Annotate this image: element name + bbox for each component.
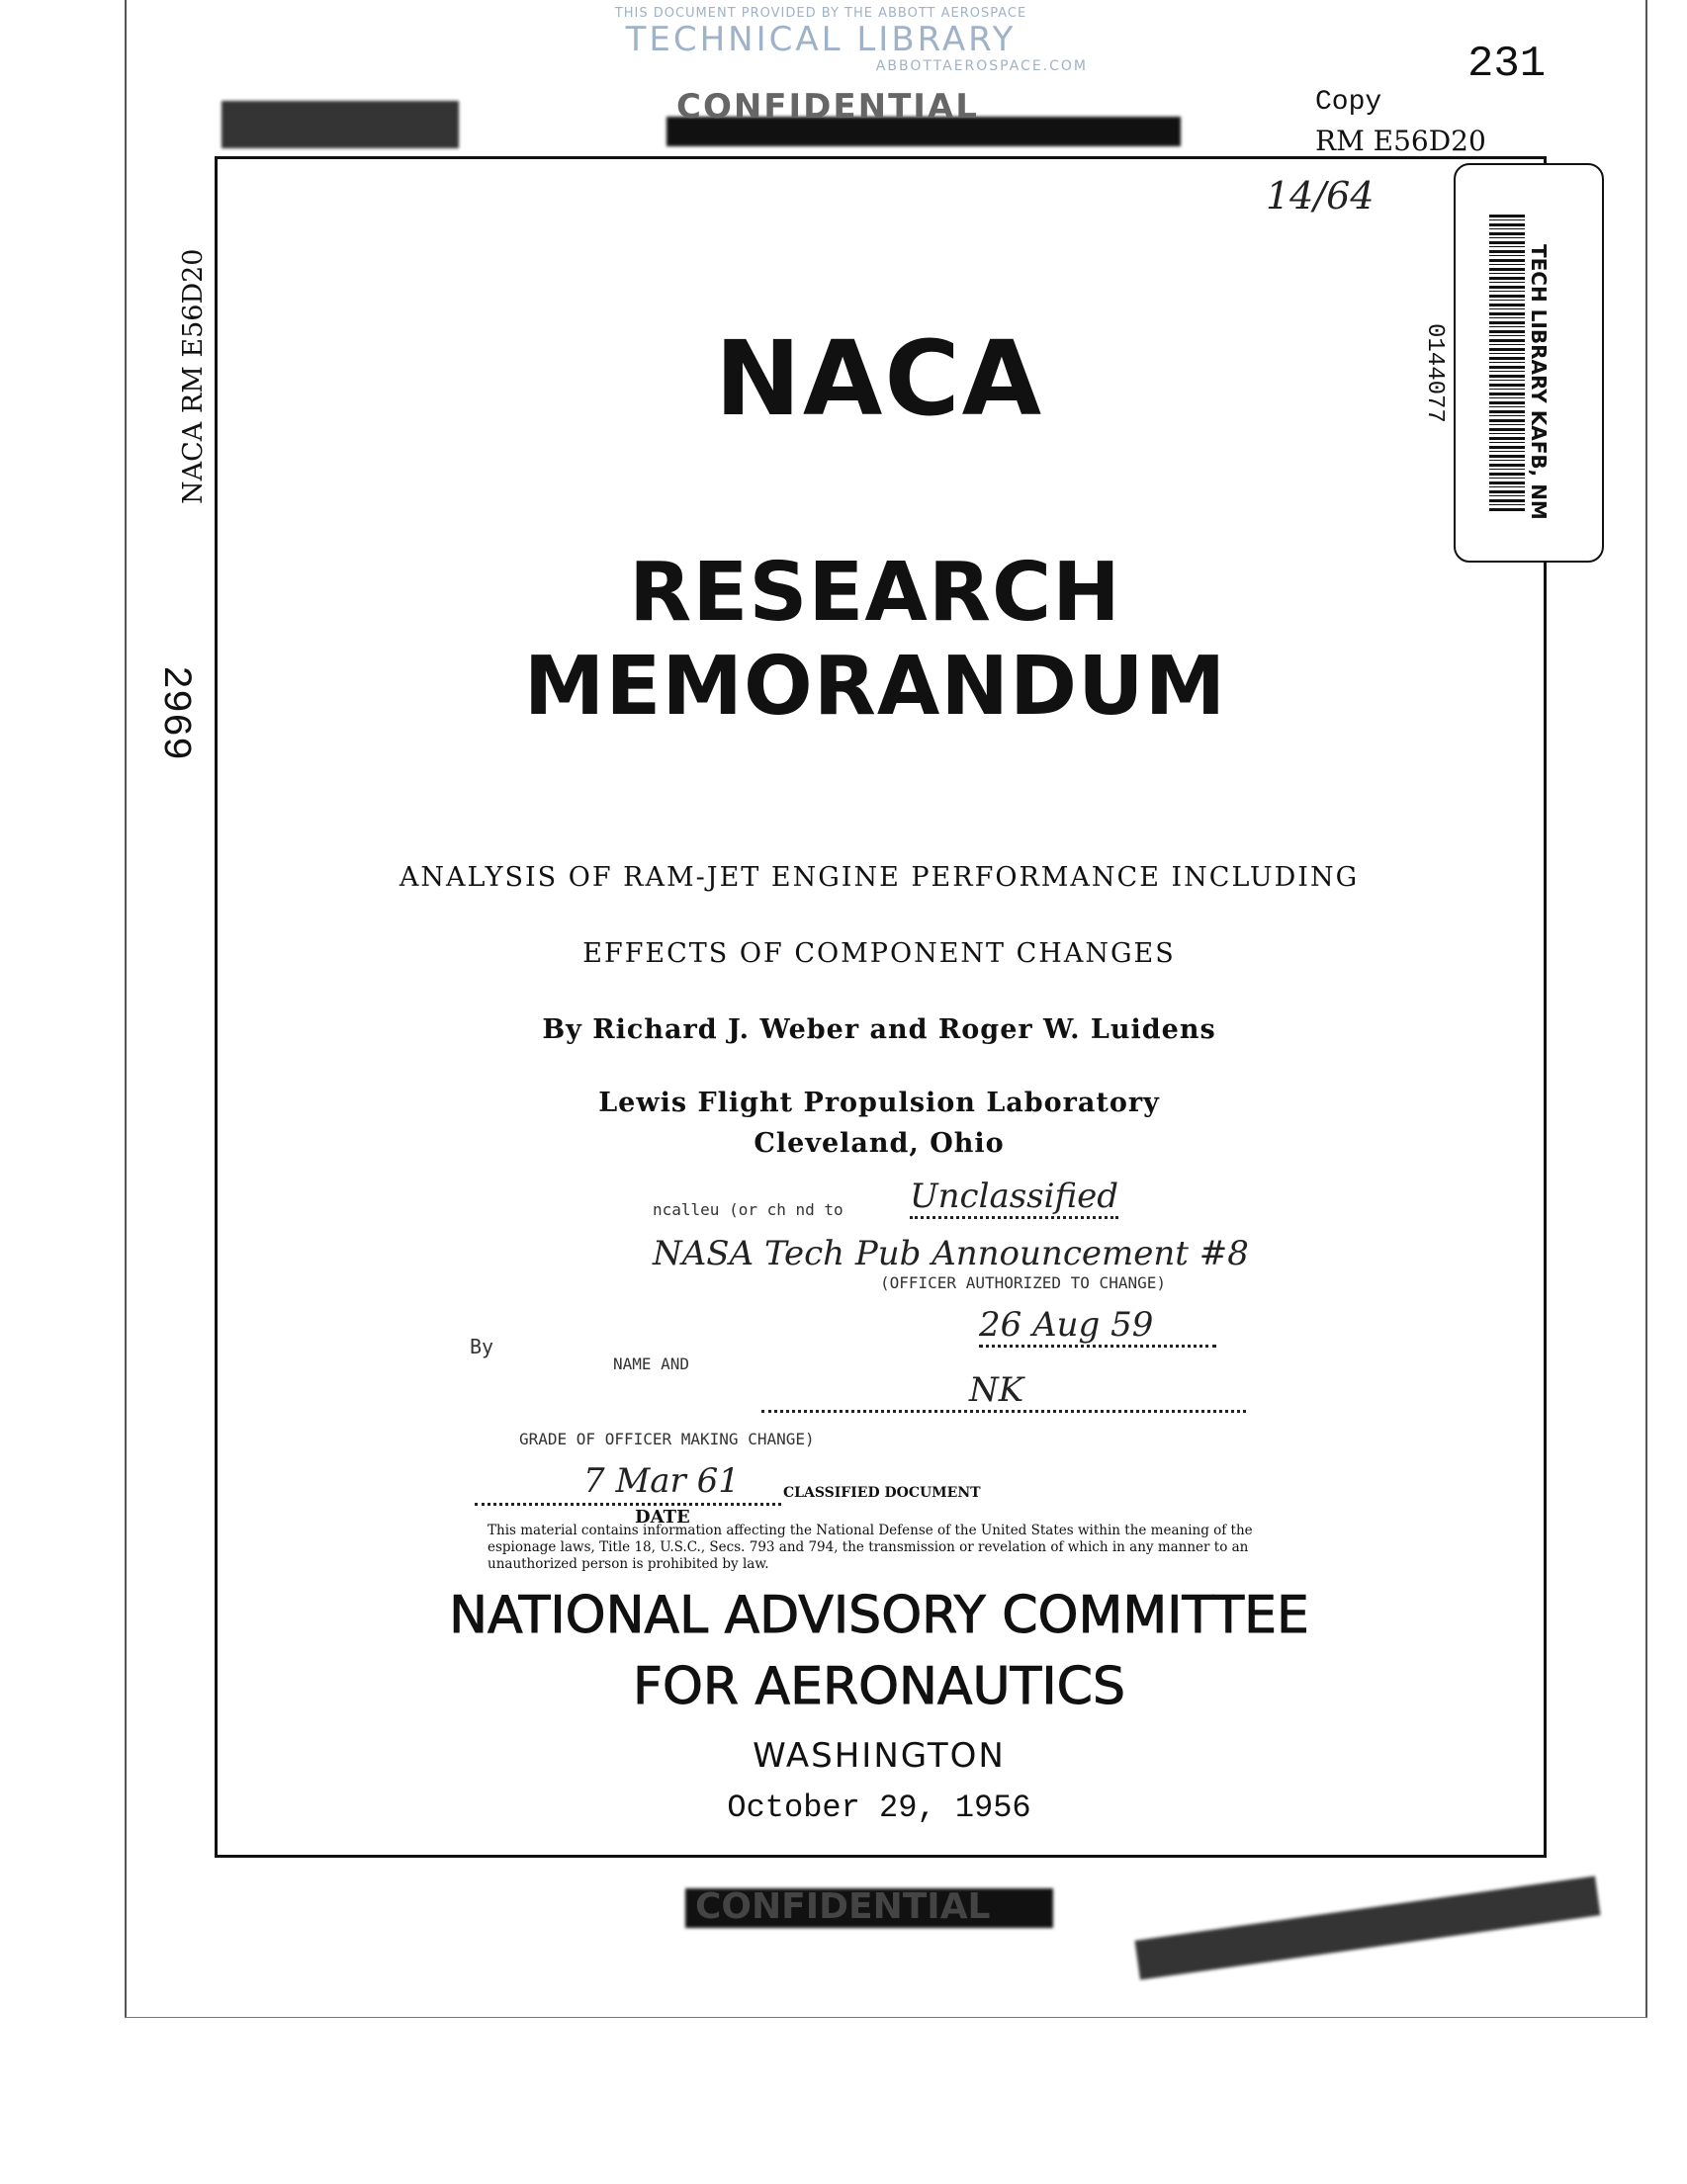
report-number: RM E56D20: [1315, 125, 1486, 157]
watermark-line3: ABBOTTAEROSPACE.COM: [875, 58, 1088, 74]
document-page: THIS DOCUMENT PROVIDED BY THE ABBOTT AEROSPACE TECHNICAL LIBRARY ABBOTTAEROSPACE.COM CONFIDENTIAL 231 Copy RM E56D20 14/64 0144077 TECH LIBRARY KAFB, NM NACA RM E56D20 2969 NACA RESEARCH MEMORANDUM ANALYSIS OF RAM-JET ENGINE PERFORMANCE INCLUDING EFFECTS OF COMPONENT CHANGES By Richard J. Weber and Roger W. Luidens Lewis Flight Propulsion Laboratory Cleveland, Ohio ncalleu (or ch nd to Unclassified NASA Tech Pub Announcement #8 (OFFICER AUTHORIZED TO CHANGE) By NAME AND 26 Aug 59 NK GRADE OF OFFICER MAKING CHANGE) 7 Mar 61 CLASSIFIED DOCUMENT DATE This material contains information affecting the National Defense of the United States within the meaning of the espionage laws, Title 18, U.S.C., Secs. 793 and 794, the transmission or revelation of which in any manner to an unauthorized person is prohibited by law. NATIONAL ADVISORY COMMITTEE FOR AERONAUTICS WASHINGTON October 29, 1956 CONFIDENTIAL: [0, 0, 1687, 2184]
bottom-edge-line: [125, 2017, 1647, 2018]
title-line-1: ANALYSIS OF RAM-JET ENGINE PERFORMANCE INCLUDING: [399, 862, 1360, 893]
classified-label: CLASSIFIED DOCUMENT: [783, 1485, 981, 1501]
committee-line-1: NATIONAL ADVISORY COMMITTEE: [449, 1586, 1309, 1645]
date2-value: 7 Mar 61: [583, 1461, 740, 1501]
security-notice: This material contains information affecting the National Defense of the United States within the meaning of the espionage laws, Title 18, U.S.C., Secs. 793 and 794, the transmission or revelation of which in any manner to an unauthorized person is prohibited by law.: [488, 1523, 1253, 1572]
change-date-value: 26 Aug 59: [979, 1305, 1216, 1348]
ink-smudge: [1135, 1876, 1601, 1979]
doc-type: RESEARCH MEMORANDUM: [523, 546, 1227, 734]
initials: NK: [969, 1370, 1024, 1410]
watermark: [554, 6, 1088, 74]
right-edge-line: [1645, 0, 1647, 2017]
name-label: NAME AND: [613, 1354, 690, 1373]
by-label: By: [470, 1335, 494, 1358]
authority-label: (OFFICER AUTHORIZED TO CHANGE): [880, 1273, 1166, 1292]
publication-date: October 29, 1956: [727, 1790, 1031, 1826]
date-label: DATE: [635, 1507, 690, 1528]
authority-value: NASA Tech Pub Announcement #8: [653, 1234, 1249, 1273]
dotted-line: [475, 1503, 781, 1506]
title-line-2: EFFECTS OF COMPONENT CHANGES: [582, 938, 1176, 969]
classification-stamp-bottom: [685, 1882, 1053, 1932]
left-edge-line: [125, 0, 127, 2017]
location: WASHINGTON: [753, 1736, 1006, 1776]
dotted-line: [761, 1410, 1246, 1413]
lab-city: Cleveland, Ohio: [754, 1128, 1005, 1159]
classification-change-block: [465, 1177, 1315, 1572]
lab-name: Lewis Flight Propulsion Laboratory: [598, 1088, 1160, 1118]
changed-to-label: ncalleu (or ch nd to: [653, 1200, 844, 1219]
library-stamp: 0144077 TECH LIBRARY KAFB, NM: [1454, 163, 1604, 563]
classification-text-top: CONFIDENTIAL: [676, 87, 979, 127]
copy-number: 231: [1467, 40, 1547, 89]
handwritten-note: 14/64: [1266, 174, 1375, 218]
changed-to-value: Unclassified: [910, 1177, 1118, 1219]
classification-stamp-top: [222, 87, 1038, 150]
org-name: NACA: [714, 318, 1044, 439]
committee-line-2: FOR AERONAUTICS: [633, 1657, 1125, 1716]
watermark-line2: TECHNICAL LIBRARY: [625, 20, 1017, 59]
watermark-line1: THIS DOCUMENT PROVIDED BY THE ABBOTT AEROSPACE: [614, 6, 1027, 21]
classification-text-bottom: CONFIDENTIAL: [695, 1886, 991, 1927]
authors: By Richard J. Weber and Roger W. Luidens: [542, 1014, 1216, 1045]
copy-label: Copy: [1315, 87, 1382, 118]
grade-label: GRADE OF OFFICER MAKING CHANGE): [519, 1430, 815, 1448]
